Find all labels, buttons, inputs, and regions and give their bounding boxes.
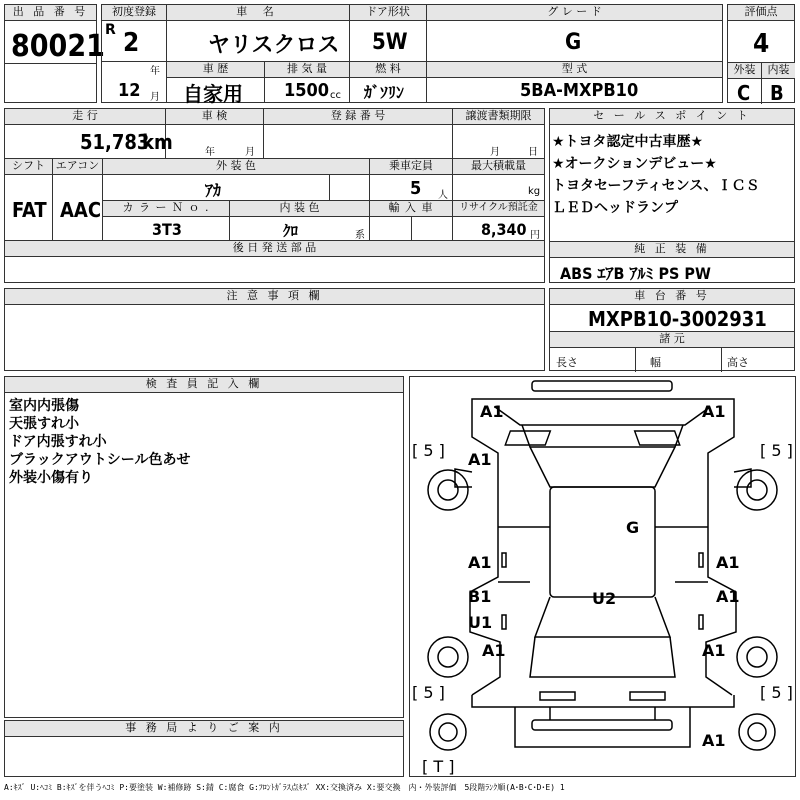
- reg-year: 2: [123, 28, 140, 58]
- color: ｱｶ: [205, 181, 222, 200]
- recycle-unit: 円: [530, 230, 540, 241]
- intcolor-label: 内 装 色: [230, 201, 369, 217]
- sales-line-3: トヨタセーフティセンス、ＩＣＳ: [552, 178, 760, 194]
- fuel: ｶﾞｿﾘﾝ: [364, 83, 405, 102]
- recycle-label: リサイクル預託金: [453, 201, 544, 217]
- ac-label: エアコン: [53, 159, 102, 175]
- chassis-label: 車 台 番 号: [550, 289, 794, 305]
- inspector-line-1: 室内内張傷: [9, 398, 79, 414]
- sales-line-1: ★トヨタ認定中古車歴★: [552, 134, 704, 150]
- car-name-label: 車 名: [167, 5, 349, 21]
- colorno-label: カ ラ ー Ｎ ｏ .: [103, 201, 229, 217]
- mark-front-right: A1: [702, 402, 726, 421]
- inspector-box: [4, 376, 404, 718]
- sales-line-4: ＬＥＤヘッドランプ: [552, 200, 678, 216]
- reg-year-unit: 年: [150, 66, 160, 77]
- score-box: [727, 4, 795, 103]
- model-label: 型 式: [427, 62, 722, 78]
- model: 5BA-MXPB10: [520, 80, 639, 101]
- office-box: [4, 720, 404, 777]
- capacity-unit: 人: [438, 190, 448, 201]
- shift: FAT: [12, 198, 47, 222]
- displacement: 1500: [284, 80, 330, 101]
- equipment-label: 純 正 装 備: [550, 242, 794, 258]
- displacement-label: 排 気 量: [265, 62, 349, 78]
- lot-box: [4, 4, 105, 103]
- ac: AAC: [60, 198, 102, 222]
- fuel-label: 燃 料: [350, 62, 426, 78]
- lot-value: 80021: [11, 29, 105, 64]
- history: 自家用: [183, 82, 243, 106]
- transfer-label: 譲渡書類期限: [453, 109, 544, 125]
- grade-label: グ レ ー ド: [427, 5, 722, 21]
- capacity: 5: [410, 178, 422, 199]
- height-label: 高さ: [727, 356, 749, 369]
- car-name: ヤリスクロス: [208, 33, 340, 58]
- mark-left-front-door: A1: [468, 553, 492, 572]
- capacity-label: 乗車定員: [370, 159, 452, 175]
- chassis-box: [549, 288, 795, 371]
- maxload-label: 最大積載量: [453, 159, 544, 175]
- mark-front-left: A1: [480, 402, 504, 421]
- mark-left-rear-door-u: U1: [468, 613, 493, 632]
- reg-month-unit: 月: [150, 92, 160, 103]
- mark-windshield: G: [626, 518, 640, 537]
- width-label: 幅: [650, 356, 661, 369]
- mark-left-quarter: A1: [482, 641, 506, 660]
- tire-right-bottom: [ 5 ]: [760, 683, 793, 702]
- interior-label: 内装: [762, 63, 795, 79]
- mileage: 51,783: [80, 130, 150, 154]
- dims-label: 諸 元: [550, 332, 794, 348]
- mileage-unit: km: [142, 130, 173, 154]
- sales-box: [549, 108, 795, 283]
- reg-month: 12: [118, 80, 141, 101]
- inspector-line-5: 外装小傷有り: [9, 470, 93, 486]
- displacement-unit: cc: [330, 90, 341, 101]
- car-diagram: [410, 377, 795, 776]
- inspector-line-2: 天張すれ小: [9, 416, 79, 432]
- transfer-month-unit: 月: [490, 147, 500, 158]
- mark-roof-u2: U2: [592, 589, 617, 608]
- sales-line-2: ★オークションデビュー★: [552, 156, 717, 172]
- inspection-label: 車 検: [166, 109, 263, 125]
- grade: G: [565, 30, 582, 55]
- exterior-label: 外装: [728, 63, 761, 79]
- spare-tire: [ T ]: [422, 757, 455, 776]
- mark-rear-bumper: A1: [702, 731, 726, 750]
- regno-label: 登 録 番 号: [264, 109, 452, 125]
- colorno: 3T3: [152, 220, 182, 239]
- mark-left-rear-door-b: B1: [468, 587, 492, 606]
- door: 5W: [372, 30, 408, 55]
- chassis-number: MXPB10-3002931: [588, 307, 767, 331]
- lot-label: 出 品 番 号: [5, 5, 96, 21]
- mileage-label: 走 行: [5, 109, 165, 125]
- notes-box: [4, 288, 545, 371]
- first-reg-label: 初度登録: [102, 5, 166, 21]
- import-label: 輸 入 車: [370, 201, 452, 217]
- score: 4: [753, 29, 770, 59]
- office-label: 事 務 局 よ り ご 案 内: [5, 721, 403, 737]
- mark-right-rear-door: A1: [716, 587, 740, 606]
- equipment: ABS ｴｱB ｱﾙﾐ PS PW: [560, 264, 711, 283]
- mark-right-front-door: A1: [716, 553, 740, 572]
- intcolor: ｸﾛ: [283, 222, 299, 240]
- interior: B: [770, 81, 784, 105]
- recycle: 8,340: [481, 220, 527, 239]
- insp-month-unit: 月: [245, 147, 255, 158]
- color-label: 外 装 色: [103, 159, 369, 175]
- length-label: 長さ: [556, 356, 578, 369]
- shift-label: シフト: [5, 159, 52, 175]
- door-label: ドア形状: [350, 5, 426, 21]
- exterior: C: [737, 81, 751, 105]
- legend: A:ｷｽﾞ U:ﾍｺﾐ B:ｷｽﾞを伴うﾍｺﾐ P:要塗装 W:補修跡 S:錆 C:腐食 G:ﾌﾛﾝﾄｶﾞﾗｽ点ｷｽﾞ XX:交換済み X:要交換 内・外装評価 5段階ﾗﾝｸ順(A･B･C･D･E) 1: [4, 783, 565, 792]
- sales-label: セ ー ル ス ポ イ ン ト: [550, 109, 794, 125]
- mark-right-quarter: A1: [702, 641, 726, 660]
- tire-left-top: [ 5 ]: [412, 441, 445, 460]
- car-diagram-box: [409, 376, 796, 777]
- inspector-label: 検 査 員 記 入 欄: [5, 377, 403, 393]
- maxload-unit: kg: [528, 186, 541, 197]
- tire-left-bottom: [ 5 ]: [412, 683, 445, 702]
- history-label: 車 歴: [167, 62, 264, 78]
- insp-year-unit: 年: [205, 147, 215, 158]
- score-label: 評価点: [728, 5, 794, 21]
- tire-right-top: [ 5 ]: [760, 441, 793, 460]
- transfer-day-unit: 日: [528, 147, 538, 158]
- later-label: 後 日 発 送 部 品: [5, 241, 544, 257]
- era: R: [105, 22, 116, 38]
- inspector-line-3: ドア内張すれ小: [9, 434, 107, 450]
- intcolor-unit: 系: [355, 230, 365, 241]
- notes-label: 注 意 事 項 欄: [5, 289, 544, 305]
- inspector-line-4: ブラックアウトシール色あせ: [9, 452, 191, 468]
- mark-left-fender: A1: [468, 450, 492, 469]
